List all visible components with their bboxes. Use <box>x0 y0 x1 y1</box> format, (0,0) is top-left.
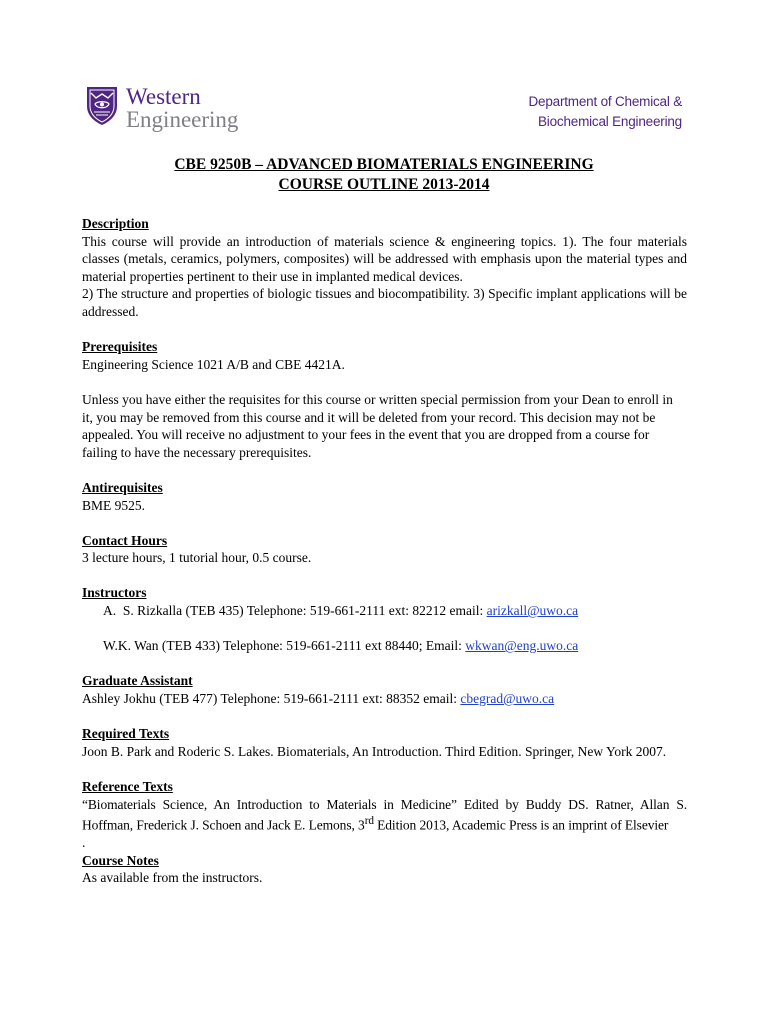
graduate-assistant-email-link[interactable]: cbegrad@uwo.ca <box>460 691 555 707</box>
reference-texts-text <box>82 796 687 835</box>
course-notes-text: As available from the instructors. <box>82 870 263 886</box>
logo-wordmark-western: Western <box>126 84 201 109</box>
description-section <box>82 215 687 321</box>
instructor-details: S. Rizkalla (TEB 435) Telephone: 519-661-2111 ext: 82212 email: <box>122 603 487 619</box>
instructor-email-link[interactable]: arizkall@uwo.ca <box>486 603 579 619</box>
reference-trailing-period: . <box>82 835 86 851</box>
instructors-heading: Instructors <box>82 585 147 601</box>
prerequisites-heading: Prerequisites <box>82 339 158 355</box>
logo-wordmark-engineering: Engineering <box>126 107 239 132</box>
antirequisites-text: BME 9525. <box>82 497 146 513</box>
reference-texts-heading: Reference Texts <box>82 779 173 794</box>
course-notes-section <box>82 852 687 887</box>
antirequisites-heading: Antirequisites <box>82 479 163 495</box>
prerequisites-text: Engineering Science 1021 A/B and CBE 4421A. <box>82 356 345 372</box>
department-line-2: Biochemical Engineering <box>538 114 682 129</box>
instructor-email-link[interactable]: wkwan@eng.uwo.ca <box>465 638 579 654</box>
instructor-details: W.K. Wan (TEB 433) Telephone: 519-661-2111 ext 88440; Email: <box>103 638 466 654</box>
instructors-section <box>82 584 687 654</box>
reference-text-part-1: “Biomaterials Science, An Introduction to Materials in Medicine” Edited by Buddy DS. Ratner, Allan S. Hoffman, Frederick J. Schoen and Jack E. Lemons, 3 <box>82 796 687 833</box>
instructor-marker: A. <box>103 603 117 619</box>
required-texts-text: Joon B. Park and Roderic S. Lakes. Biomaterials, An Introduction. Third Edition. Springer, New York 2007. <box>82 743 667 759</box>
graduate-assistant-section <box>82 672 687 707</box>
contact-hours-text: 3 lecture hours, 1 tutorial hour, 0.5 course. <box>82 550 312 566</box>
instructor-entry <box>82 637 687 655</box>
required-texts-section <box>82 725 687 760</box>
description-heading: Description <box>82 216 149 231</box>
graduate-assistant-details: Ashley Jokhu (TEB 477) Telephone: 519-661-2111 ext: 88352 email: <box>82 691 461 707</box>
graduate-assistant-entry <box>82 690 687 708</box>
course-notes-heading: Course Notes <box>82 852 159 868</box>
instructor-entry <box>82 602 687 620</box>
university-crest-icon <box>84 84 120 126</box>
prerequisites-section <box>82 338 687 461</box>
contact-hours-section <box>82 532 687 567</box>
contact-hours-heading: Contact Hours <box>82 532 168 548</box>
description-paragraph-2: 2) The structure and properties of biologic tissues and biocompatibility. 3) Specific implant applications will be addressed. <box>82 286 687 319</box>
title-line-2: COURSE OUTLINE 2013-2014 <box>278 176 490 193</box>
title-line-1: CBE 9250B – ADVANCED BIOMATERIALS ENGINEERING <box>174 156 594 173</box>
antirequisites-section <box>82 479 687 514</box>
prerequisites-notice: Unless you have either the requisites for this course or written special permission from your Dean to enroll in it, you may be removed from this course and it will be deleted from your record. This decision may not be appealed. You will receive no adjustment to your fees in the event that you are dropped from a course for failing to have the necessary prerequisites. <box>82 391 673 460</box>
department-line-1: Department of Chemical & <box>528 94 682 109</box>
graduate-assistant-heading: Graduate Assistant <box>82 673 193 689</box>
reference-texts-section <box>82 778 687 852</box>
edition-superscript: rd <box>364 815 374 828</box>
required-texts-heading: Required Texts <box>82 726 170 742</box>
reference-text-part-2: Edition 2013, Academic Press is an imprint of Elsevier <box>373 817 669 833</box>
western-engineering-logo <box>84 84 264 134</box>
document-title <box>0 155 768 195</box>
description-paragraph-1: This course will provide an introduction of materials science & engineering topics. 1). The four materials classes (metals, ceramics, polymers, composites) will be addressed with emphasis upon the material types and material properties pertinent to their use in implanted medical devices. <box>82 233 687 284</box>
department-name <box>528 92 682 132</box>
course-outline-body <box>82 215 687 887</box>
